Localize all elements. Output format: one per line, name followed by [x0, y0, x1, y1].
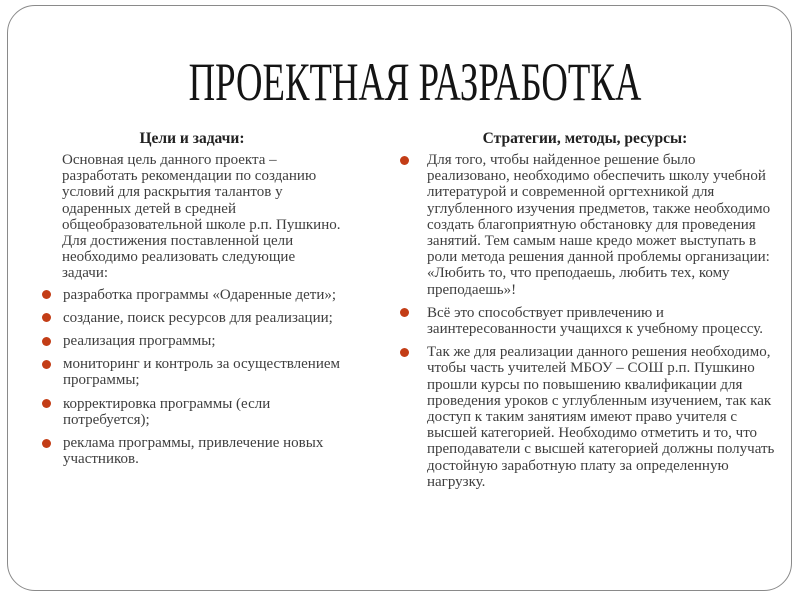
list-item-text: разработка программы «Одаренные дети»;	[63, 286, 337, 303]
list-item-text: Для того, чтобы найденное решение было реализовано, необходимо обеспечить школу учебной литературой и современной оргтехникой для углубленного изучения предметов, также необходимо создать благоприятную обстановку для проведения занятий. Тем самым наше кредо может выступать в роли метода решения данной проблемы организации: «Любить то, что преподаешь, любить тех, кому преподаешь»!	[427, 152, 771, 298]
bullet-icon	[42, 360, 51, 369]
bullet-icon	[42, 439, 51, 448]
strategies-heading: Стратегии, методы, ресурсы:	[482, 130, 688, 147]
list-item	[40, 333, 344, 349]
bullet-icon	[42, 399, 51, 408]
list-item	[40, 310, 344, 326]
strategies-column	[395, 130, 775, 497]
list-item-text: корректировка программы (если потребуется);	[63, 395, 271, 428]
bullet-icon	[400, 348, 409, 357]
list-item	[40, 435, 344, 467]
list-item	[40, 287, 344, 303]
bullet-icon	[400, 308, 409, 317]
goals-intro-paragraph: Основная цель данного проекта – разработать рекомендации по созданию условий для раскрытия талантов у одаренных детей в средней общеобразовательной школе р.п. Пушкино. Для достижения поставленной цели необходимо реализовать следующие задачи:	[62, 152, 341, 282]
list-item	[395, 305, 775, 337]
list-item	[395, 344, 775, 490]
bullet-icon	[400, 156, 409, 165]
page-title: ПРОЕКТНАЯ РАЗРАБОТКА	[188, 52, 642, 112]
list-item-text: Так же для реализации данного решения необходимо, чтобы часть учителей МБОУ – СОШ р.п. Пушкино прошли курсы по повышению квалификации для проведения уроков с углубленным изучением, так как доступ к таким занятиям имеют право учителя с высшей категорией. Необходимо отметить и то, что преподаватели с высшей категорией должны получать достойную заработную плату за определенную нагрузку.	[427, 344, 775, 490]
list-item-text: мониторинг и контроль за осуществлением программы;	[63, 356, 341, 389]
goals-column	[40, 130, 344, 474]
goals-list	[40, 287, 344, 468]
list-item	[40, 396, 344, 428]
bullet-icon	[42, 337, 51, 346]
bullet-icon	[42, 290, 51, 299]
goals-heading: Цели и задачи:	[139, 130, 245, 147]
list-item-text: Всё это способствует привлечению и заинтересованности учащихся к учебному процессу.	[427, 304, 763, 338]
list-item	[40, 356, 344, 388]
list-item-text: реализация программы;	[63, 333, 216, 350]
list-item	[395, 152, 775, 298]
strategies-list	[395, 152, 775, 490]
list-item-text: создание, поиск ресурсов для реализации;	[63, 309, 333, 326]
list-item-text: реклама программы, привлечение новых участников.	[63, 435, 324, 468]
bullet-icon	[42, 313, 51, 322]
content-columns	[40, 130, 775, 497]
